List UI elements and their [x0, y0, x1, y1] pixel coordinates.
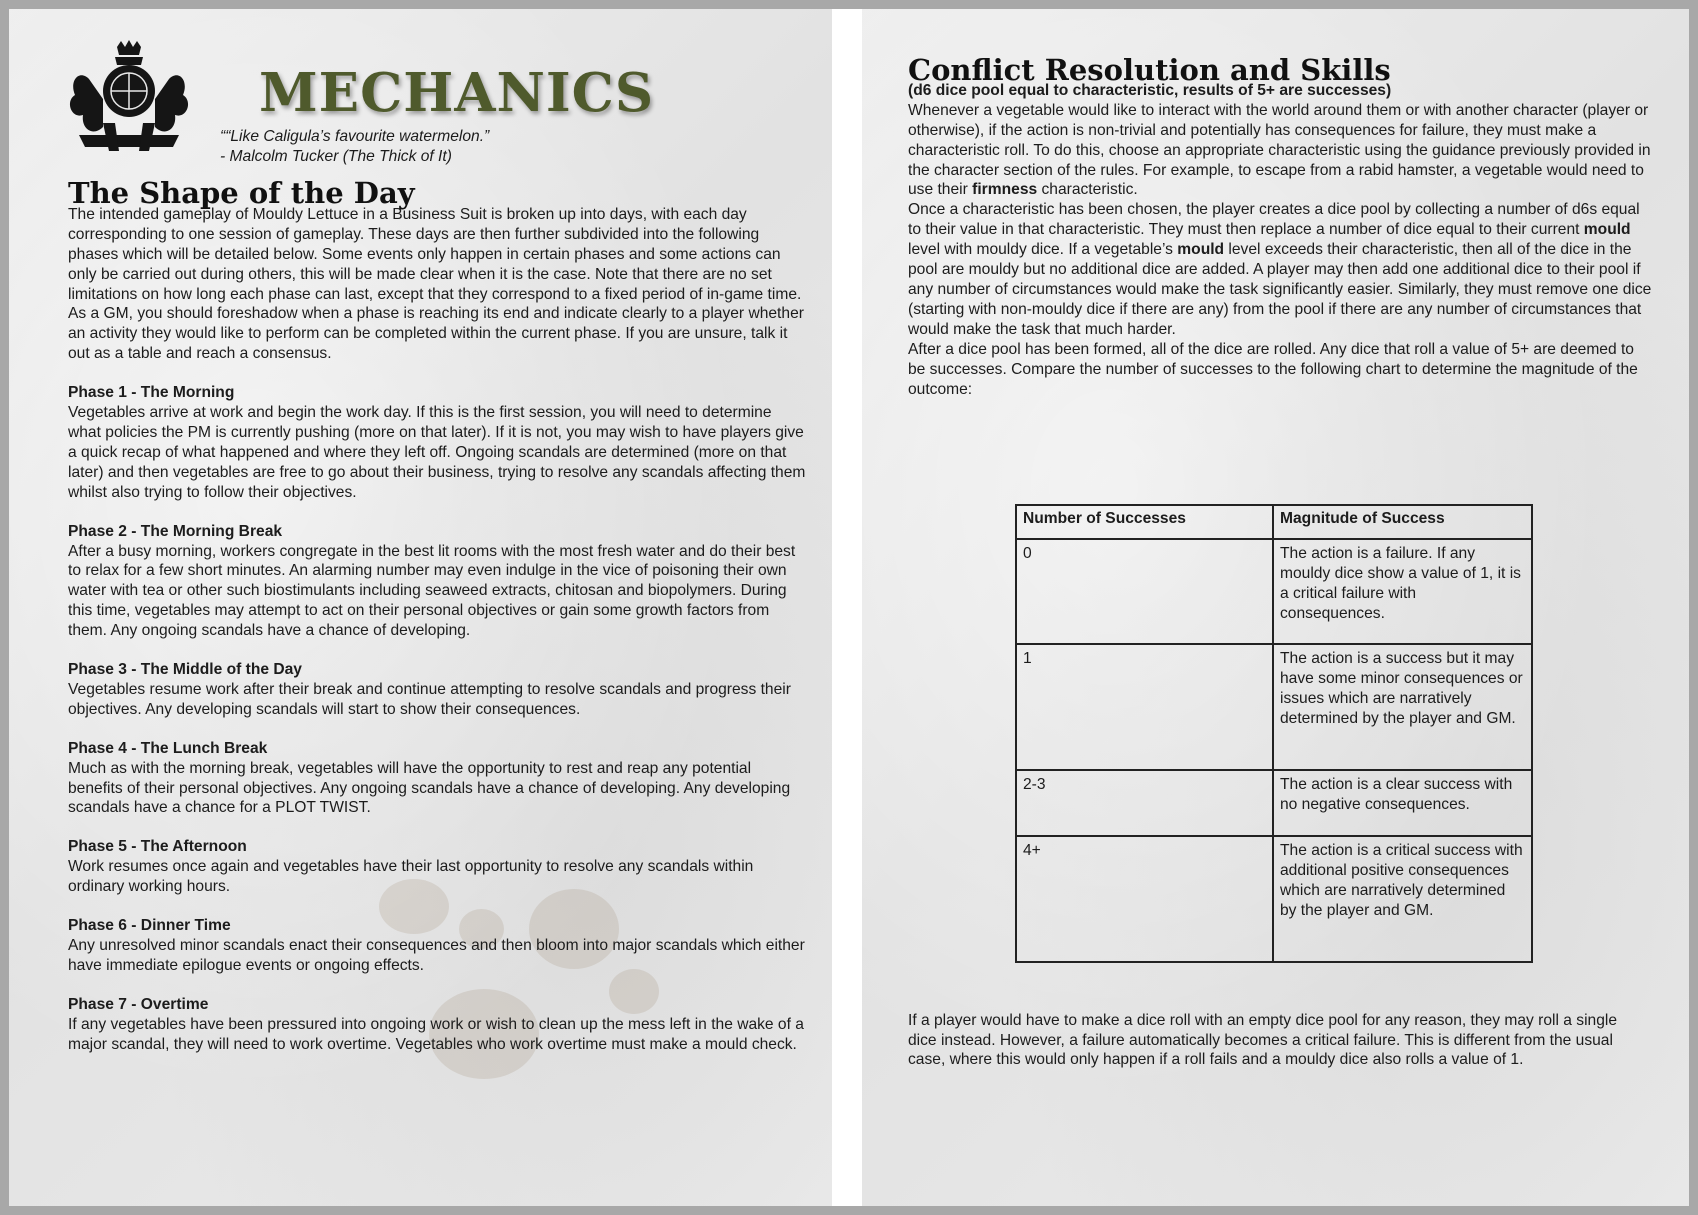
- phase-title: Phase 3 - The Middle of the Day: [68, 661, 302, 679]
- phase-section: [68, 916, 808, 976]
- phase-section: [68, 522, 808, 641]
- table-header-magnitude: Magnitude of Success: [1273, 505, 1532, 539]
- phase-title: Phase 5 - The Afternoon: [68, 838, 247, 856]
- table-row: [1016, 770, 1532, 836]
- text-run: level exceeds their characteristic, then all of the dice in the pool are mouldy but no additional dice are added. A player may then add one additional dice to their pool if any number of circumstances would make the task significantly easier. Similarly, they must remove one dice (starting with non-mouldy dice if there are any) from the pool if there are any number of circumstances that would make the task that much harder.: [908, 241, 1652, 338]
- crest-logo-icon: [59, 39, 199, 159]
- phase-text: If any vegetables have been pressured into ongoing work or wish to clean up the mess left in the wake of a major scandal, they will need to work overtime. Vegetables who work overtime must make a mould check.: [68, 1015, 804, 1053]
- right-column: [908, 53, 1653, 399]
- phase-section: [68, 995, 808, 1055]
- section-heading: Conflict Resolution and Skills: [908, 53, 1391, 87]
- section-subheading: (d6 dice pool equal to characteristic, results of 5+ are successes): [908, 81, 1392, 99]
- page-title: MECHANICS: [259, 62, 655, 124]
- phase-section: [68, 660, 808, 720]
- phase-text: After a busy morning, workers congregate in the best lit rooms with the most fresh water and do their best to relax for a few short minutes. An alarming number may even indulge in the vice of poisoning their own water with tea or other such biostimulants including seaweed extracts, chitosan and biopolymers. During this time, vegetables may attempt to act on their personal objectives or gain some growth factors from them. Any ongoing scandals have a chance of developing.: [68, 542, 796, 640]
- successes-cell: 0: [1016, 539, 1273, 644]
- successes-cell: 4+: [1016, 836, 1273, 962]
- phase-title: Phase 6 - Dinner Time: [68, 917, 231, 935]
- text-run: Whenever a vegetable would like to interact with the world around them or with another character (player or otherwise), if the action is non-trivial and potentially has consequences for failure, they must make a characteristic roll. To do this, choose an appropriate characteristic using the guidance previously provided in the character section of the rules. For example, to escape from a rabid hamster, a vegetable would need to use their: [908, 101, 1651, 199]
- paragraph-characteristic-roll: [908, 101, 1653, 201]
- phase-text: Vegetables resume work after their break and continue attempting to resolve scandals and progress their objectives. Any developing scandals will start to show their consequences.: [68, 680, 791, 718]
- success-table: [1015, 504, 1533, 963]
- table-row: [1016, 539, 1532, 644]
- magnitude-cell: The action is a failure. If any mouldy dice show a value of 1, it is a critical failure with consequences.: [1273, 539, 1532, 644]
- section-heading: The Shape of the Day: [68, 176, 415, 210]
- phase-title: Phase 2 - The Morning Break: [68, 522, 283, 540]
- phase-section: [68, 837, 808, 897]
- magnitude-cell: The action is a critical success with additional positive consequences which are narratively determined by the player and GM.: [1273, 836, 1532, 962]
- magnitude-cell: The action is a success but it may have some minor consequences or issues which are narratively determined by the player and GM.: [1273, 644, 1532, 770]
- phase-text: Work resumes once again and vegetables have their last opportunity to resolve any scandals within ordinary working hours.: [68, 858, 754, 896]
- phase-title: Phase 7 - Overtime: [68, 995, 209, 1013]
- quote-text: ““Like Caligula’s favourite watermelon.”: [220, 128, 490, 145]
- text-run: level with mouldy dice. If a vegetable’s: [908, 241, 1178, 259]
- successes-cell: 1: [1016, 644, 1273, 770]
- phase-section: [68, 739, 808, 819]
- paragraph-rolling: After a dice pool has been formed, all of the dice are rolled. Any dice that roll a value of 5+ are deemed to be successes. Compare the number of successes to the following chart to determine the magnitude of the outcome:: [908, 340, 1638, 398]
- phase-text: Much as with the morning break, vegetables will have the opportunity to rest and reap any potential benefits of their personal objectives. Any ongoing scandals have a chance of developing. Any developing scandals have a chance for a PLOT TWIST.: [68, 759, 791, 817]
- keyword-mould: mould: [1583, 221, 1631, 239]
- left-column: [68, 176, 808, 1055]
- quote-attribution: - Malcolm Tucker (The Thick of It): [220, 148, 452, 165]
- text-run: characteristic.: [1037, 181, 1138, 199]
- text-run: Once a characteristic has been chosen, the player creates a dice pool by collecting a number of d6s equal to their value in that characteristic. They must then replace a number of dice equal to their current: [908, 201, 1640, 239]
- phase-title: Phase 1 - The Morning: [68, 384, 235, 402]
- magnitude-cell: The action is a clear success with no negative consequences.: [1273, 770, 1532, 836]
- phase-title: Phase 4 - The Lunch Break: [68, 739, 268, 757]
- table-header-row: [1016, 505, 1532, 539]
- paragraph-dice-pool: [908, 200, 1653, 339]
- successes-cell: 2-3: [1016, 770, 1273, 836]
- phase-text: Vegetables arrive at work and begin the work day. If this is the first session, you will need to determine what policies the PM is currently pushing (more on that later). If it is not, you may wish to have players give a quick recap of what happened and where they left off. Ongoing scandals are determined (more on that later) and then vegetables are free to go about their business, trying to resolve any scandals affecting them whilst also trying to follow their objectives.: [68, 404, 806, 501]
- intro-paragraph: The intended gameplay of Mouldy Lettuce in a Business Suit is broken up into days, with each day corresponding to one session of gameplay. These days are then further subdivided into the following phases which will be detailed below. Some events only happen in certain phases and some actions can only be carried out during others, this will be made clear when it is the case. Note that there are no set limitations on how long each phase can last, except that they correspond to a fixed period of in-game time. As a GM, you should foreshadow when a phase is reaching its end and indicate clearly to a player whether an activity they would like to perform can be completed within the current phase. If you are unsure, talk it out as a table and reach a consensus.: [68, 205, 804, 363]
- phase-section: [68, 383, 808, 502]
- table-row: [1016, 644, 1532, 770]
- table-row: [1016, 836, 1532, 962]
- closing-paragraph: If a player would have to make a dice roll with an empty dice pool for any reason, they may roll a single dice instead. However, a failure automatically becomes a critical failure. This is different from the usual case, where this would only happen if a roll fails and a mouldy dice also rolls a value of 1.: [908, 1011, 1618, 1069]
- epigraph-quote: [220, 127, 489, 167]
- page-divider: [832, 9, 862, 1206]
- phase-text: Any unresolved minor scandals enact their consequences and then bloom into major scandals which either have immediate epilogue events or ongoing effects.: [68, 937, 805, 974]
- left-page: [9, 9, 832, 1206]
- keyword-firmness: firmness: [972, 181, 1038, 199]
- table-header-successes: Number of Successes: [1016, 505, 1273, 539]
- keyword-mould: mould: [1177, 241, 1225, 259]
- right-page: [862, 9, 1689, 1206]
